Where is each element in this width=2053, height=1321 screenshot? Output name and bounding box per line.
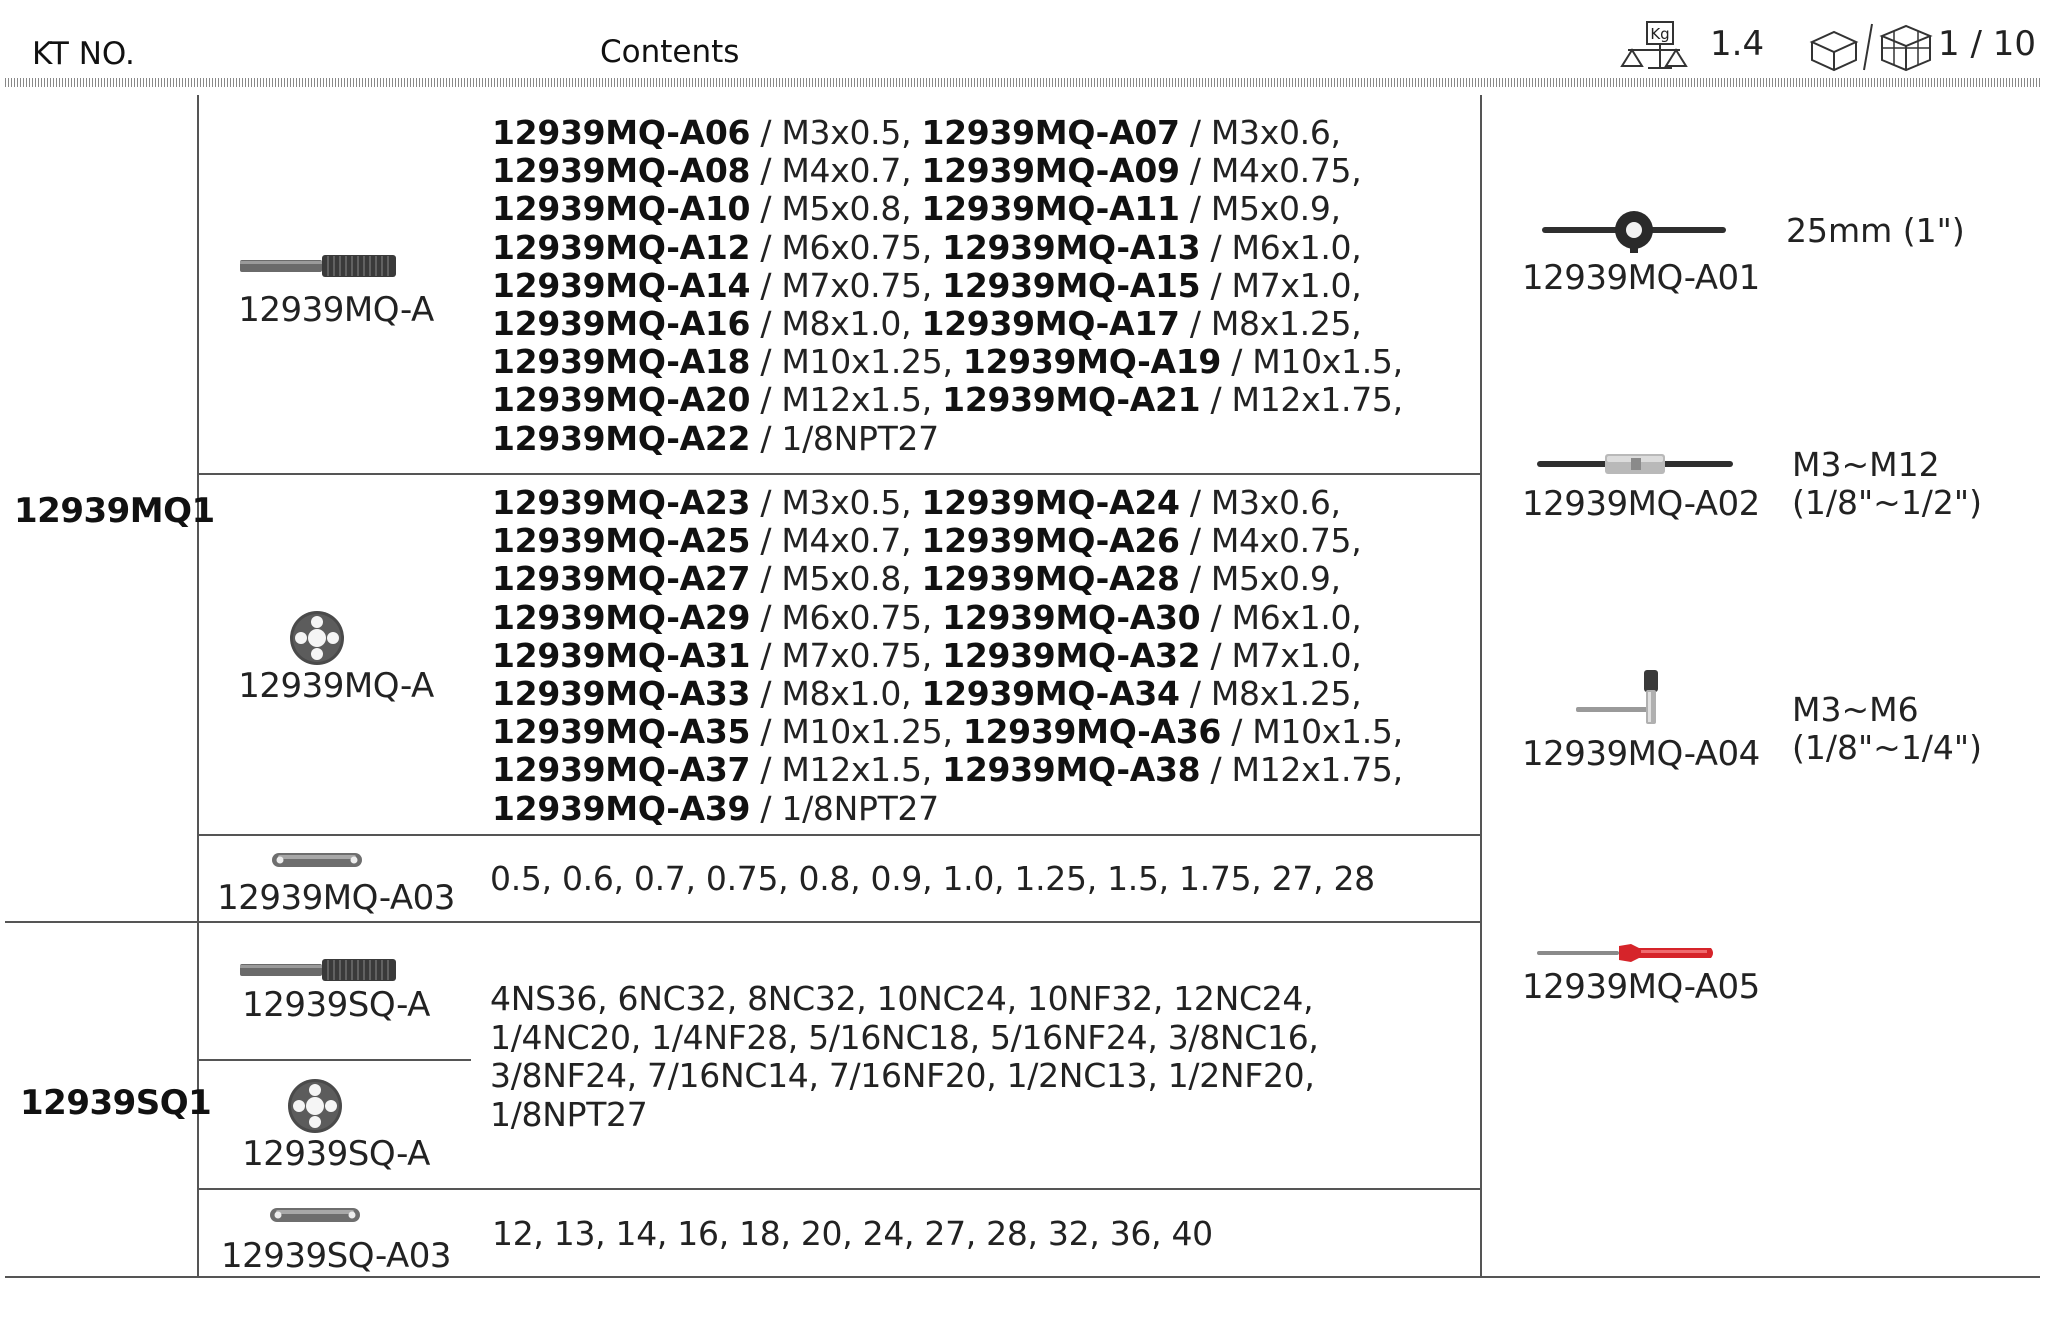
row-divider — [197, 473, 1480, 475]
item-size: M12x1.75 — [1231, 750, 1393, 790]
item-size: M6x1.0 — [1231, 227, 1352, 267]
item-code: 12939MQ-A21 — [942, 380, 1201, 420]
item-size: M12x1.75 — [1231, 380, 1393, 420]
tap-wrench-icon — [1535, 450, 1735, 478]
item-size: M3x0.5 — [781, 113, 902, 152]
svg-text:Kg: Kg — [1650, 25, 1670, 43]
table-bottom-border — [5, 1276, 2040, 1278]
item-code: 12939MQ-A13 — [942, 227, 1201, 267]
die-icon — [286, 1077, 344, 1135]
item-size: M4x0.75 — [1210, 521, 1352, 561]
item-size: M8x1.25 — [1210, 674, 1352, 714]
content-line: 12939MQ-A29 / M6x0.75, 12939MQ-A30 / M6x1.0, — [492, 597, 1362, 637]
thread-gauge-icon — [270, 850, 364, 870]
item-code: 12939MQ-A39 — [492, 788, 751, 828]
item-code: 12939MQ-A37 — [492, 750, 751, 790]
item-code: 12939MQ-A33 — [492, 674, 751, 714]
item-code: 12939MQ-A28 — [921, 559, 1180, 599]
item-code: 12939MQ-A09 — [921, 151, 1180, 191]
row-divider — [197, 834, 1480, 836]
item-size: M3x0.6 — [1210, 113, 1331, 152]
content-line: 12939MQ-A39 / 1/8NPT27 — [492, 788, 939, 828]
row-divider — [197, 1188, 1480, 1190]
thread-gauge-icon — [268, 1205, 362, 1225]
item-size: 1/8NPT27 — [781, 418, 939, 458]
header-divider — [5, 78, 2040, 87]
item-code: 12939MQ-A19 — [962, 342, 1222, 382]
item-code: 12939MQ-A35 — [492, 712, 751, 752]
item-code: 12939MQ-A25 — [492, 521, 751, 561]
content-line: 12939MQ-A10 / M5x0.8, 12939MQ-A11 / M5x0.9, — [492, 189, 1341, 229]
content-line: 12939MQ-A18 / M10x1.25, 12939MQ-A19 / M10x1.5, — [492, 342, 1403, 382]
item-code: 12939MQ-A38 — [942, 750, 1201, 790]
accessory-code: 12939MQ-A02 — [1522, 484, 1760, 524]
kit-code: 12939MQ1 — [14, 491, 215, 531]
content-line: 12939MQ-A14 / M7x0.75, 12939MQ-A15 / M7x1.0, — [492, 265, 1362, 305]
item-size: M5x0.9 — [1210, 559, 1331, 599]
accessory-size: M3~M6 — [1792, 690, 1919, 729]
item-code: 12939MQ-A20 — [492, 380, 751, 420]
item-size: M5x0.9 — [1210, 189, 1331, 229]
screwdriver-icon — [1535, 940, 1715, 966]
content-line: 4NS36, 6NC32, 8NC32, 10NC24, 10NF32, 12NC24, — [490, 979, 1314, 1018]
kit-divider — [5, 921, 1480, 923]
content-text: 12, 13, 14, 16, 18, 20, 24, 27, 28, 32, 36, 40 — [492, 1214, 1213, 1253]
content-line: 12939MQ-A27 / M5x0.8, 12939MQ-A28 / M5x0.9, — [492, 559, 1341, 599]
content-line: 1/8NPT27 — [490, 1094, 648, 1134]
content-line: 12939MQ-A16 / M8x1.0, 12939MQ-A17 / M8x1.25, — [492, 304, 1362, 344]
part-label: 12939SQ-A — [242, 985, 430, 1025]
item-size: M10x1.5 — [1252, 342, 1393, 382]
item-code: 12939MQ-A11 — [921, 189, 1180, 229]
item-size: M5x0.8 — [781, 189, 902, 229]
item-size: M10x1.5 — [1252, 712, 1393, 752]
content-line: 12939MQ-A23 / M3x0.5, 12939MQ-A24 / M3x0.6, — [492, 483, 1341, 522]
item-code: 12939MQ-A12 — [492, 227, 751, 267]
item-size: M5x0.8 — [781, 559, 902, 599]
item-size: M7x1.0 — [1231, 265, 1352, 305]
contents-header: Contents — [600, 34, 740, 70]
item-size: M6x0.75 — [781, 227, 922, 267]
item-code: 12939MQ-A30 — [942, 597, 1201, 637]
item-code: 12939MQ-A26 — [921, 521, 1180, 561]
item-size: M7x1.0 — [1231, 635, 1352, 675]
item-code: 12939MQ-A16 — [492, 304, 751, 344]
item-size: 1/8NPT27 — [781, 788, 939, 828]
item-size: M8x1.0 — [781, 674, 902, 714]
item-code: 12939MQ-A15 — [942, 265, 1201, 305]
content-line: 12939MQ-A08 / M4x0.7, 12939MQ-A09 / M4x0.75, — [492, 151, 1362, 191]
item-size: M6x1.0 — [1231, 597, 1352, 637]
content-list — [492, 484, 1403, 828]
item-size: M8x1.25 — [1210, 304, 1352, 344]
content-line: 12939MQ-A12 / M6x0.75, 12939MQ-A13 / M6x1.0, — [492, 227, 1362, 267]
accessory-size: 25mm (1") — [1786, 211, 1965, 250]
item-size: M12x1.5 — [781, 750, 922, 790]
item-size: M7x0.75 — [781, 265, 922, 305]
part-label: 12939MQ-A — [238, 290, 434, 330]
item-size: M3x0.6 — [1210, 483, 1331, 522]
tap-icon — [238, 252, 400, 280]
kt-no-header: KT NO. — [32, 36, 135, 72]
content-text: 0.5, 0.6, 0.7, 0.75, 0.8, 0.9, 1.0, 1.25, 1.5, 1.75, 27, 28 — [490, 859, 1375, 898]
item-code: 12939MQ-A29 — [492, 597, 751, 637]
accessory-code: 12939MQ-A01 — [1522, 258, 1760, 298]
item-code: 12939MQ-A36 — [962, 712, 1222, 752]
item-size: M4x0.7 — [781, 151, 902, 191]
content-line: 3/8NF24, 7/16NC14, 7/16NF20, 1/2NC13, 1/2NF20, — [490, 1056, 1315, 1095]
item-code: 12939MQ-A23 — [492, 483, 751, 522]
part-label: 12939MQ-A — [238, 666, 434, 706]
item-size: M6x0.75 — [781, 597, 922, 637]
content-line: 12939MQ-A25 / M4x0.7, 12939MQ-A26 / M4x0.75, — [492, 521, 1362, 561]
content-line: 12939MQ-A33 / M8x1.0, 12939MQ-A34 / M8x1.25, — [492, 674, 1362, 714]
content-list — [492, 114, 1403, 458]
item-code: 12939MQ-A24 — [921, 483, 1180, 522]
accessory-size: M3~M12 — [1792, 445, 1940, 484]
part-label: 12939MQ-A03 — [217, 878, 455, 918]
column-divider-right — [1480, 95, 1482, 1277]
content-text — [490, 980, 1319, 1134]
accessory-code: 12939MQ-A04 — [1522, 734, 1760, 774]
item-size: M10x1.25 — [781, 712, 943, 752]
item-code: 12939MQ-A14 — [492, 265, 751, 305]
item-size: M7x0.75 — [781, 635, 922, 675]
item-code: 12939MQ-A07 — [921, 113, 1180, 152]
accessory-size: (1/8"~1/4") — [1792, 728, 1982, 767]
content-line: 12939MQ-A35 / M10x1.25, 12939MQ-A36 / M10x1.5, — [492, 712, 1403, 752]
content-line: 12939MQ-A20 / M12x1.5, 12939MQ-A21 / M12x1.75, — [492, 380, 1403, 420]
item-code: 12939MQ-A08 — [492, 151, 751, 191]
part-label: 12939SQ-A03 — [221, 1236, 451, 1276]
item-size: M10x1.25 — [781, 342, 943, 382]
item-size: M3x0.5 — [781, 483, 902, 522]
item-code: 12939MQ-A27 — [492, 559, 751, 599]
item-code: 12939MQ-A17 — [921, 304, 1180, 344]
packing-value: 1 / 10 — [1938, 24, 2036, 64]
weight-scale-icon — [1618, 20, 1688, 72]
item-size: M12x1.5 — [781, 380, 922, 420]
packing-box-icon — [1804, 20, 1938, 72]
row-divider — [197, 1059, 471, 1061]
item-code: 12939MQ-A06 — [492, 113, 751, 152]
item-code: 12939MQ-A10 — [492, 189, 751, 229]
kit-code: 12939SQ1 — [20, 1083, 212, 1123]
content-line: 12939MQ-A31 / M7x0.75, 12939MQ-A32 / M7x1.0, — [492, 635, 1362, 675]
item-code: 12939MQ-A31 — [492, 635, 751, 675]
part-label: 12939SQ-A — [242, 1134, 430, 1174]
die-stock-icon — [1540, 210, 1728, 254]
accessory-size: (1/8"~1/2") — [1792, 483, 1982, 522]
content-line: 12939MQ-A06 / M3x0.5, 12939MQ-A07 / M3x0.6, — [492, 113, 1341, 152]
item-code: 12939MQ-A32 — [942, 635, 1201, 675]
content-line: 12939MQ-A37 / M12x1.5, 12939MQ-A38 / M12x1.75, — [492, 750, 1403, 790]
content-line: 12939MQ-A22 / 1/8NPT27 — [492, 418, 939, 458]
tap-icon — [238, 956, 400, 984]
accessory-code: 12939MQ-A05 — [1522, 967, 1760, 1007]
item-code: 12939MQ-A18 — [492, 342, 751, 382]
die-icon — [288, 609, 346, 667]
item-code: 12939MQ-A22 — [492, 418, 751, 458]
item-size: M4x0.7 — [781, 521, 902, 561]
item-code: 12939MQ-A34 — [921, 674, 1180, 714]
weight-value: 1.4 — [1710, 24, 1765, 64]
item-size: M8x1.0 — [781, 304, 902, 344]
item-size: M4x0.75 — [1210, 151, 1352, 191]
content-line: 1/4NC20, 1/4NF28, 5/16NC18, 5/16NF24, 3/8NC16, — [490, 1017, 1319, 1057]
t-handle-tap-wrench-icon — [1572, 668, 1672, 728]
